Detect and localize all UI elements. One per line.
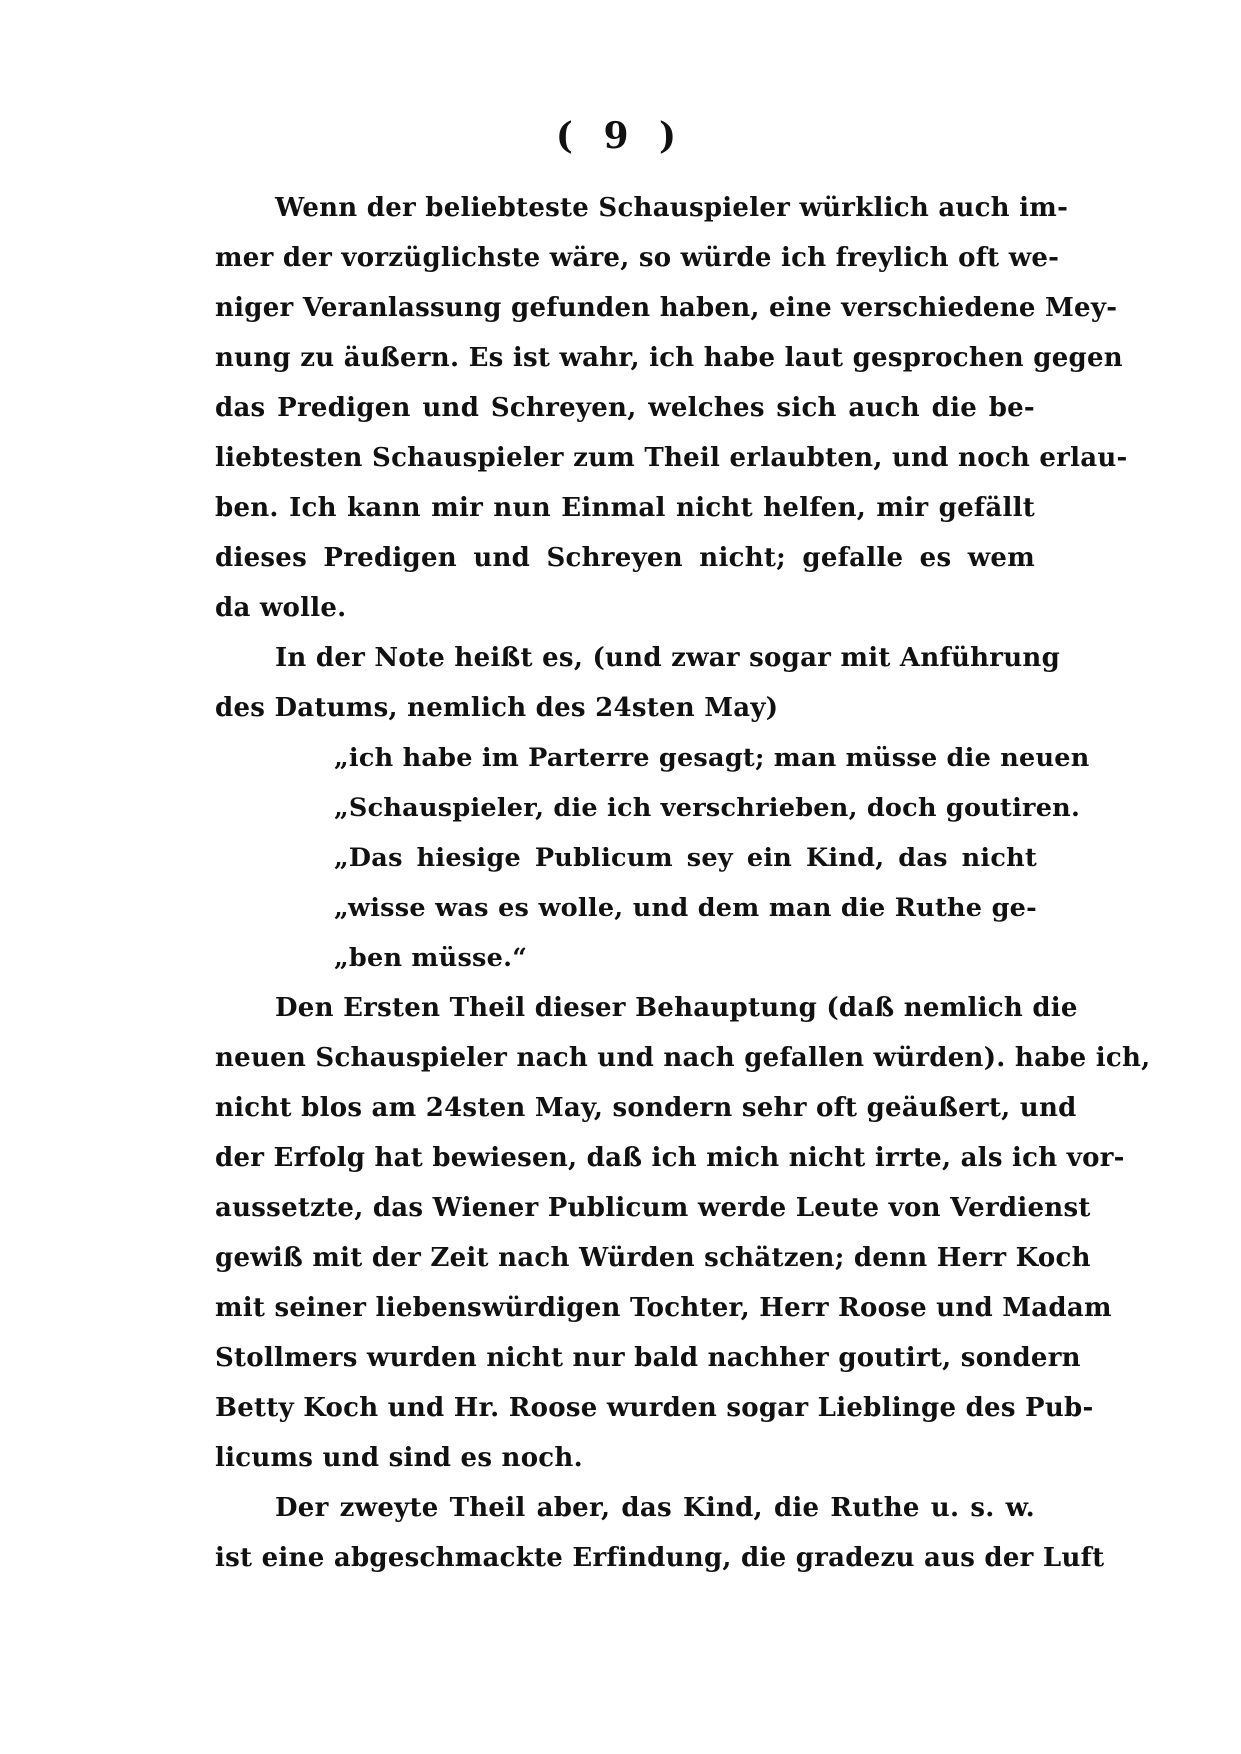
quote-line: „ben müsse.“ (334, 943, 528, 973)
text-line: niger Veranlassung gefunden haben, eine verschiedene Mey- (215, 293, 1118, 323)
text-line: Der zweyte Theil aber, das Kind, die Ruthe u. s. w. (275, 1493, 1035, 1523)
text-line: gewiß mit der Zeit nach Würden schätzen; denn Herr Koch (215, 1243, 1091, 1273)
text-line: des Datums, nemlich des 24sten May) (215, 693, 779, 723)
text-line: der Erfolg hat bewiesen, daß ich mich nicht irrte, als ich vor- (215, 1143, 1125, 1173)
quote-line: „wisse was es wolle, und dem man die Ruthe ge- (334, 893, 1037, 923)
text-line: neuen Schauspieler nach und nach gefallen würden). habe ich, (215, 1043, 1151, 1073)
paragraph-2 (215, 633, 1061, 733)
text-line: mer der vorzüglichste wäre, so würde ich freylich oft we- (215, 243, 1060, 273)
quotation (334, 733, 1090, 983)
text-line: mit seiner liebenswürdigen Tochter, Herr Roose und Madam (215, 1293, 1112, 1323)
text-line: nicht blos am 24sten May, sondern sehr oft geäußert, und (215, 1093, 1077, 1123)
paragraph-1 (215, 183, 1128, 633)
paragraph-3 (215, 983, 1151, 1483)
text-line: nung zu äußern. Es ist wahr, ich habe laut gesprochen gegen (215, 343, 1123, 373)
quote-line: „ich habe im Parterre gesagt; man müsse die neuen (334, 743, 1090, 773)
text-line: da wolle. (215, 593, 347, 623)
page-number: ( 9 ) (555, 115, 686, 157)
text-line: dieses Predigen und Schreyen nicht; gefalle es wem (215, 543, 1035, 573)
quote-line: „Schauspieler, die ich verschrieben, doch goutiren. (334, 793, 1081, 823)
text-line: ist eine abgeschmackte Erfindung, die gradezu aus der Luft (215, 1543, 1105, 1573)
text-line: liebtesten Schauspieler zum Theil erlaubten, und noch erlau- (215, 443, 1128, 473)
text-line: Den Ersten Theil dieser Behauptung (daß nemlich die (275, 993, 1078, 1023)
text-line: Stollmers wurden nicht nur bald nachher goutirt, sondern (215, 1343, 1081, 1373)
text-line: In der Note heißt es, (und zwar sogar mit Anführung (275, 643, 1061, 673)
text-line: aussetzte, das Wiener Publicum werde Leute von Verdienst (215, 1193, 1091, 1223)
quote-line: „Das hiesige Publicum sey ein Kind, das nicht (334, 843, 1037, 873)
text-line: Betty Koch und Hr. Roose wurden sogar Lieblinge des Pub- (215, 1393, 1094, 1423)
text-line: ben. Ich kann mir nun Einmal nicht helfen, mir gefällt (215, 493, 1035, 523)
text-line: das Predigen und Schreyen, welches sich auch die be- (215, 393, 1035, 423)
text-line: Wenn der beliebteste Schauspieler würklich auch im- (275, 193, 1069, 223)
paragraph-4 (215, 1483, 1105, 1583)
text-line: licums und sind es noch. (215, 1443, 583, 1473)
